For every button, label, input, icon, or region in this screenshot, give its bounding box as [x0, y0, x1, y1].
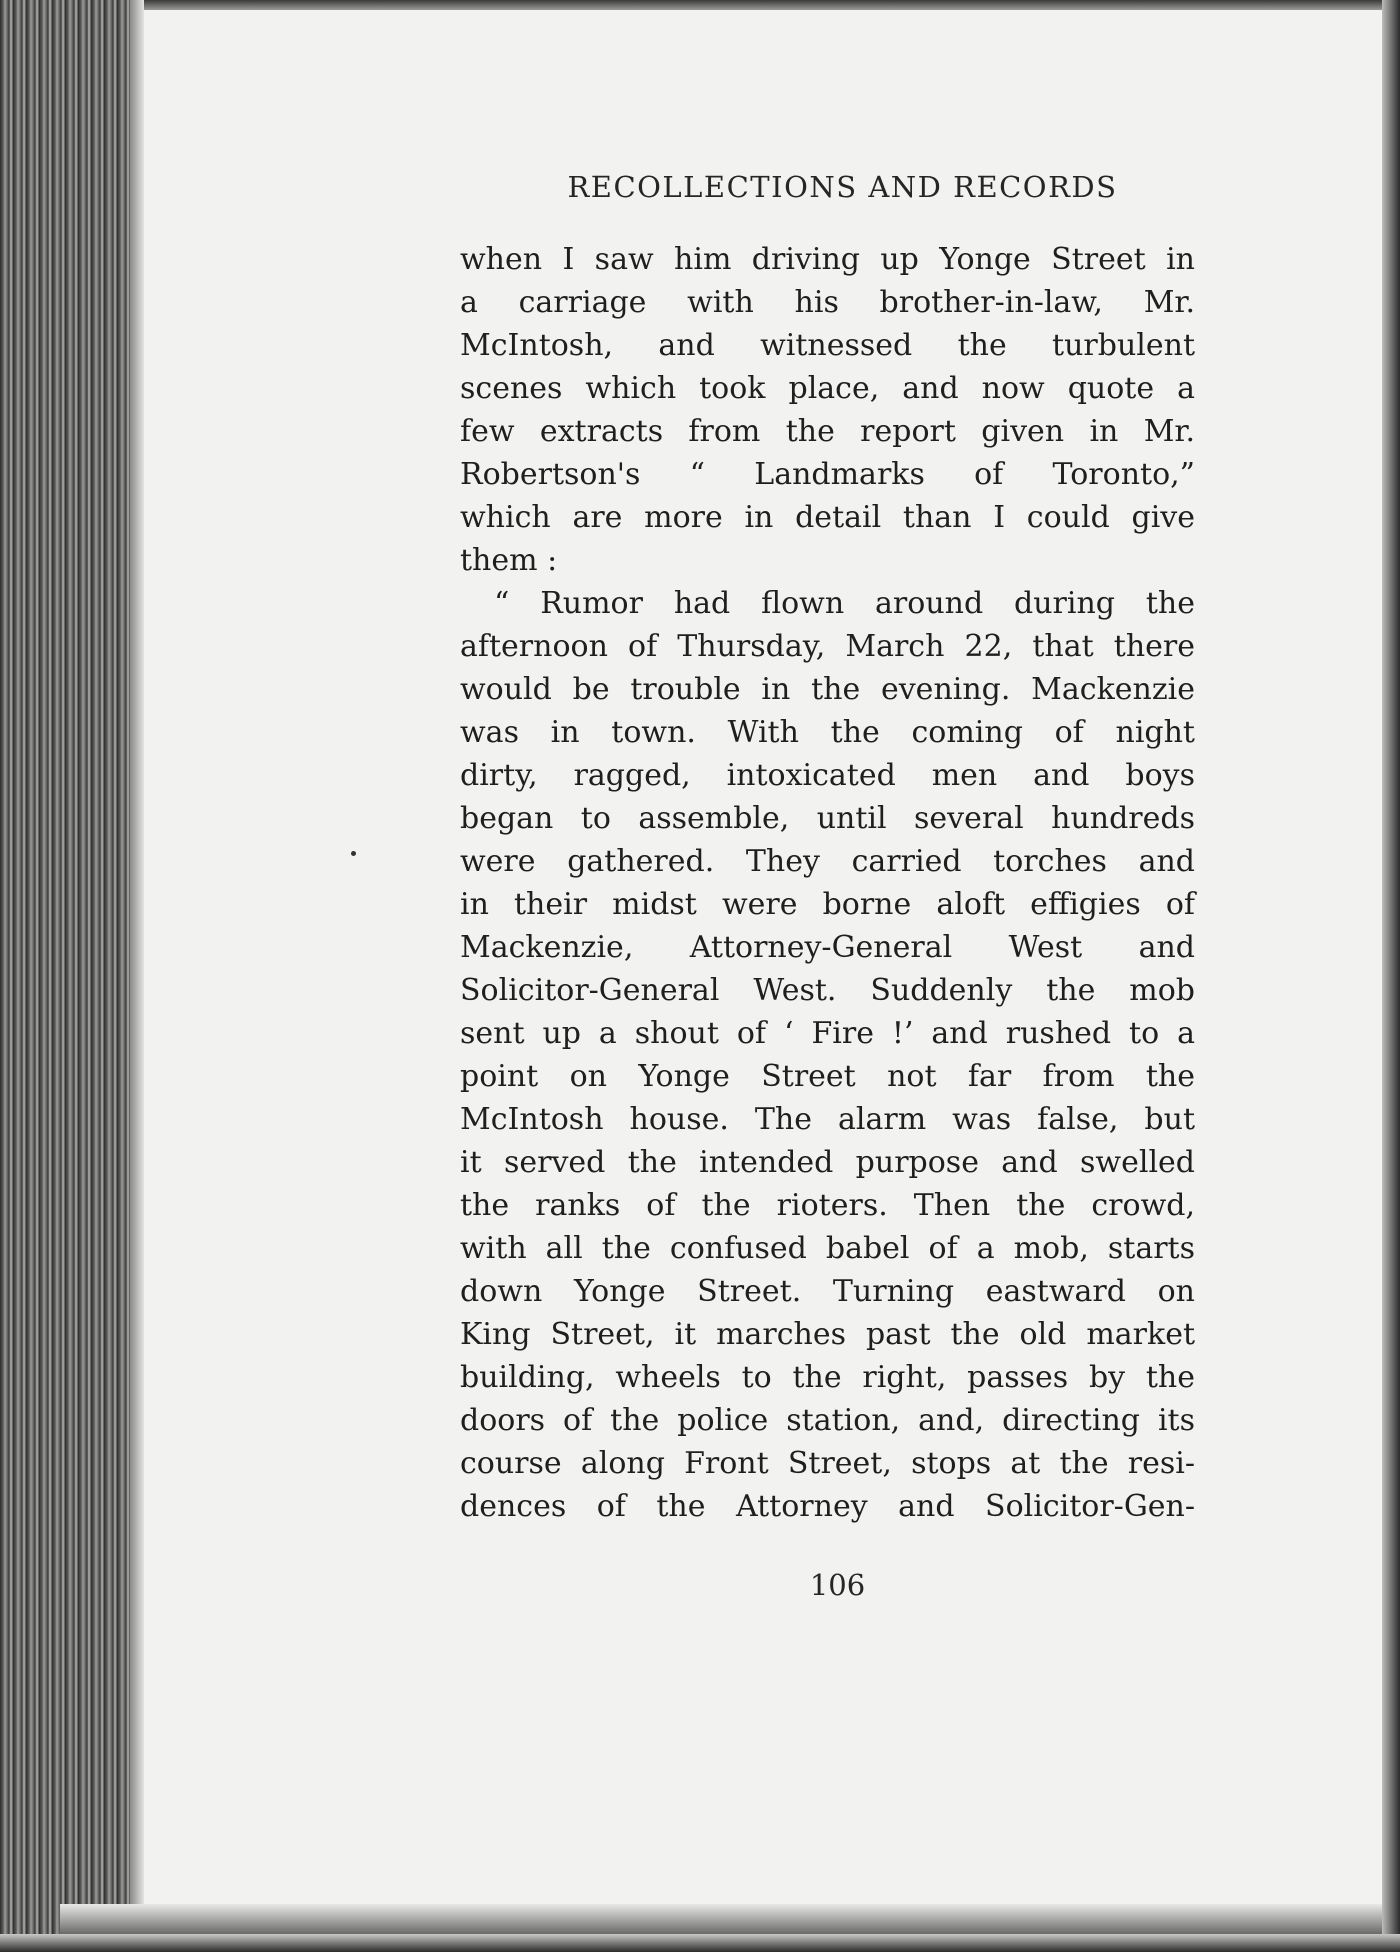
text-line: building, wheels to the right, passes by the	[460, 1360, 1195, 1395]
text-line: Mackenzie, Attorney-General West and	[460, 930, 1195, 965]
text-line: McIntosh house. The alarm was false, but	[460, 1102, 1195, 1137]
text-line: in their midst were borne aloft effigies of	[460, 887, 1195, 922]
text-line: “ Rumor had flown around during the	[494, 586, 1195, 621]
scanner-right-edge	[1382, 0, 1400, 1952]
text-line: dences of the Attorney and Solicitor-Gen-	[460, 1489, 1195, 1524]
text-line: sent up a shout of ‘ Fire !’ and rushed to a	[460, 1016, 1195, 1051]
scanner-top-edge	[0, 0, 1400, 10]
text-line: McIntosh, and witnessed the turbulent	[460, 328, 1195, 363]
book-bottom-edge	[60, 1904, 1400, 1934]
text-line: Robertson's “ Landmarks of Toronto,”	[460, 457, 1195, 492]
text-line: them :	[460, 543, 558, 578]
scanner-bottom-edge	[0, 1934, 1400, 1952]
text-line: it served the intended purpose and swelled	[460, 1145, 1195, 1180]
book-page-stack-edge	[0, 0, 130, 1952]
text-line: dirty, ragged, intoxicated men and boys	[460, 758, 1195, 793]
running-head: RECOLLECTIONS AND RECORDS	[567, 170, 1118, 204]
page-number: 106	[809, 1568, 866, 1602]
text-line: which are more in detail than I could give	[460, 500, 1195, 535]
text-line: were gathered. They carried torches and	[460, 844, 1195, 879]
text-line: would be trouble in the evening. Mackenzie	[460, 672, 1195, 707]
text-line: afternoon of Thursday, March 22, that there	[460, 629, 1195, 664]
text-line: down Yonge Street. Turning eastward on	[460, 1274, 1195, 1309]
page-content	[460, 170, 1195, 1602]
body-text	[460, 238, 1195, 1528]
text-line: when I saw him driving up Yonge Street in	[460, 242, 1195, 277]
text-line: was in town. With the coming of night	[460, 715, 1195, 750]
text-line: scenes which took place, and now quote a	[460, 371, 1195, 406]
text-line: doors of the police station, and, directing its	[460, 1403, 1195, 1438]
ink-speck	[351, 851, 356, 856]
text-line: with all the confused babel of a mob, starts	[460, 1231, 1195, 1266]
text-line: few extracts from the report given in Mr.	[460, 414, 1195, 449]
text-line: Solicitor-General West. Suddenly the mob	[460, 973, 1195, 1008]
text-line: King Street, it marches past the old market	[460, 1317, 1195, 1352]
text-line: a carriage with his brother-in-law, Mr.	[460, 285, 1195, 320]
text-line: point on Yonge Street not far from the	[460, 1059, 1195, 1094]
text-line: course along Front Street, stops at the resi-	[460, 1446, 1195, 1481]
text-line: began to assemble, until several hundreds	[460, 801, 1195, 836]
text-line: the ranks of the rioters. Then the crowd,	[460, 1188, 1195, 1223]
